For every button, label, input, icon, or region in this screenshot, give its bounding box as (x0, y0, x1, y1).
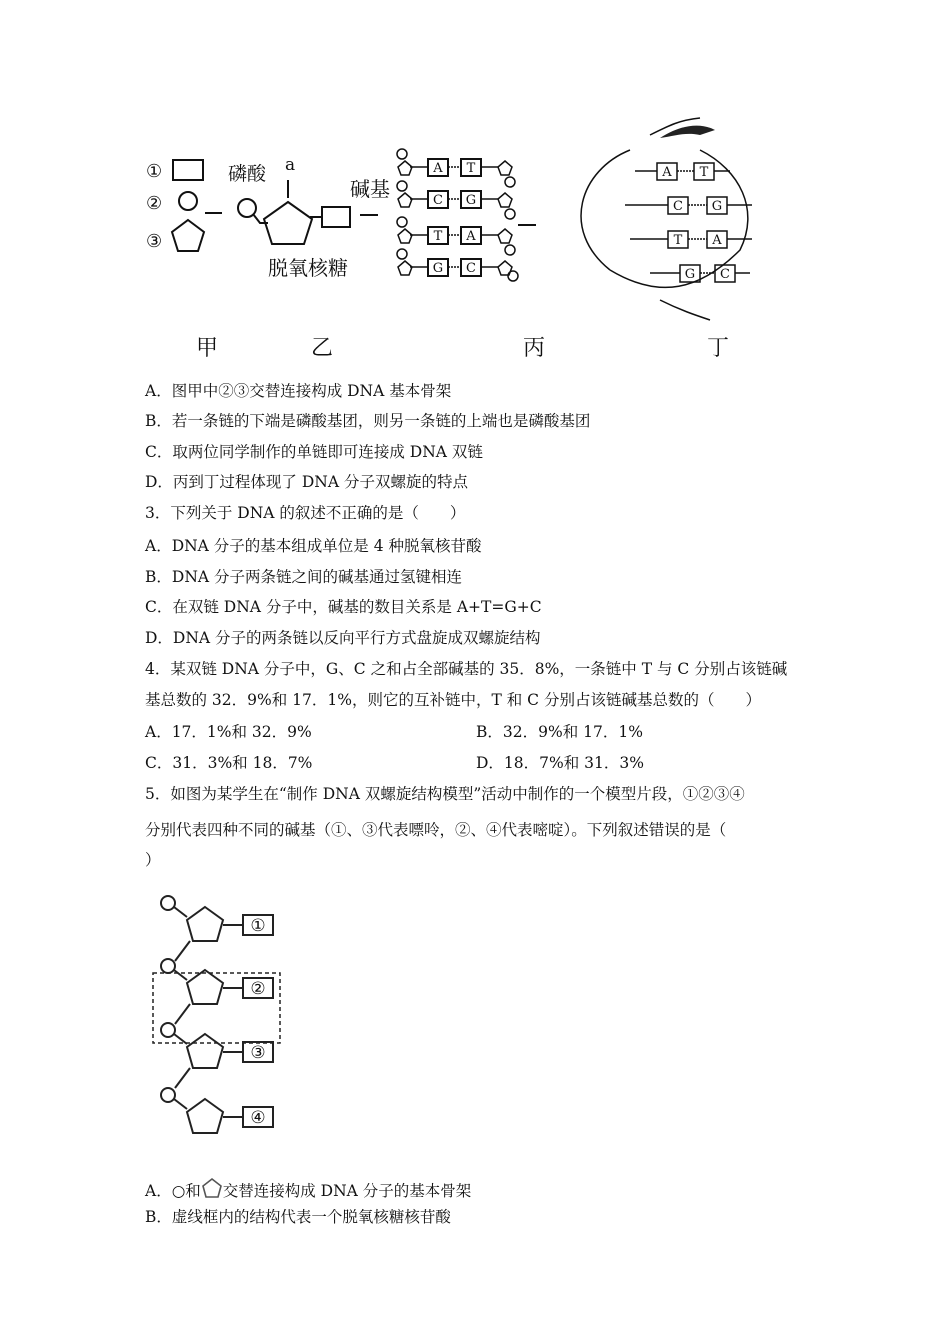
q2-option-c: C．取两位同学制作的单链即可连接成 DNA 双链 (145, 443, 483, 461)
base-label-3: ③ (250, 1043, 266, 1063)
label-phosphate: 磷酸 (228, 163, 267, 185)
caption-bing: 丙 (522, 336, 546, 361)
q3-option-a: A．DNA 分子的基本组成单位是 4 种脱氧核苷酸 (145, 537, 482, 555)
base-label: C (466, 261, 476, 276)
base-label: A (466, 229, 476, 244)
legend-num-3: ③ (146, 231, 163, 252)
base-label: G (684, 267, 696, 282)
nucleotide-chain-figure (145, 885, 295, 1155)
pentagon-icon (201, 1177, 223, 1199)
q5-option-b: B．虚线框内的结构代表一个脱氧核糖核苷酸 (145, 1208, 451, 1226)
q2-option-a: A．图甲中②③交替连接构成 DNA 基本骨架 (145, 382, 452, 400)
base-label-4: ④ (250, 1108, 266, 1128)
q3-option-d: D．DNA 分子的两条链以反向平行方式盘旋成双螺旋结构 (145, 629, 541, 647)
base-label: A (433, 161, 443, 176)
q5-stem-line3: ） (145, 851, 161, 869)
q4-stem-line1: 4．某双链 DNA 分子中，G、C 之和占全部碱基的 35．8%，一条链中 T 与 C 分别占该链碱 (145, 660, 788, 678)
dna-model-figure (140, 110, 790, 370)
base-label-1: ① (250, 916, 266, 936)
q3-option-c: C．在双链 DNA 分子中，碱基的数目关系是 A+T=G+C (145, 598, 542, 616)
q2-option-d: D．丙到丁过程体现了 DNA 分子双螺旋的特点 (145, 473, 468, 491)
label-a: a (285, 155, 296, 175)
q3-stem: 3．下列关于 DNA 的叙述不正确的是（ ） (145, 504, 466, 522)
base-label: A (662, 165, 672, 180)
q4-stem-line2: 基总数的 32．9%和 17．1%，则它的互补链中，T 和 C 分别占该链碱基总数的（ ） (145, 691, 761, 709)
q3-option-b: B．DNA 分子两条链之间的碱基通过氢键相连 (145, 568, 463, 586)
legend-num-1: ① (146, 161, 163, 182)
q5-option-a (145, 1177, 471, 1201)
base-label: T (433, 229, 443, 244)
base-label: G (711, 199, 723, 214)
base-label: T (466, 161, 476, 176)
circle-icon: ○ (171, 1182, 186, 1200)
base-label: A (712, 233, 722, 248)
label-sugar: 脱氧核糖 (268, 256, 348, 280)
base-label: G (432, 261, 444, 276)
base-label: T (699, 165, 709, 180)
caption-ding: 丁 (706, 336, 730, 361)
option-text: 和 (185, 1182, 201, 1200)
q4-option-b: B．32．9%和 17．1% (476, 723, 643, 741)
base-label-2: ② (250, 979, 266, 999)
option-text: 交替连接构成 DNA 分子的基本骨架 (222, 1182, 472, 1200)
q5-stem-line2: 分别代表四种不同的碱基（①、③代表嘌呤，②、④代表嘧啶）。下列叙述错误的是（ (145, 821, 727, 839)
base-label: C (673, 199, 683, 214)
option-label: A． (145, 1182, 172, 1200)
base-label: T (673, 233, 683, 248)
q4-option-d: D．18．7%和 31．3% (476, 754, 644, 772)
base-label: C (720, 267, 730, 282)
q4-option-a: A．17．1%和 32．9% (145, 723, 312, 741)
label-base: 碱基 (350, 177, 390, 201)
caption-jia: 甲 (195, 336, 219, 361)
q2-option-b: B．若一条链的下端是磷酸基团，则另一条链的上端也是磷酸基团 (145, 412, 591, 430)
q5-stem-line1: 5．如图为某学生在“制作 DNA 双螺旋结构模型”活动中制作的一个模型片段，①②③④ (145, 785, 745, 803)
base-label: G (465, 193, 477, 208)
caption-yi: 乙 (310, 336, 334, 361)
q4-option-c: C．31．3%和 18．7% (145, 754, 313, 772)
legend-num-2: ② (146, 193, 163, 214)
base-label: C (433, 193, 443, 208)
